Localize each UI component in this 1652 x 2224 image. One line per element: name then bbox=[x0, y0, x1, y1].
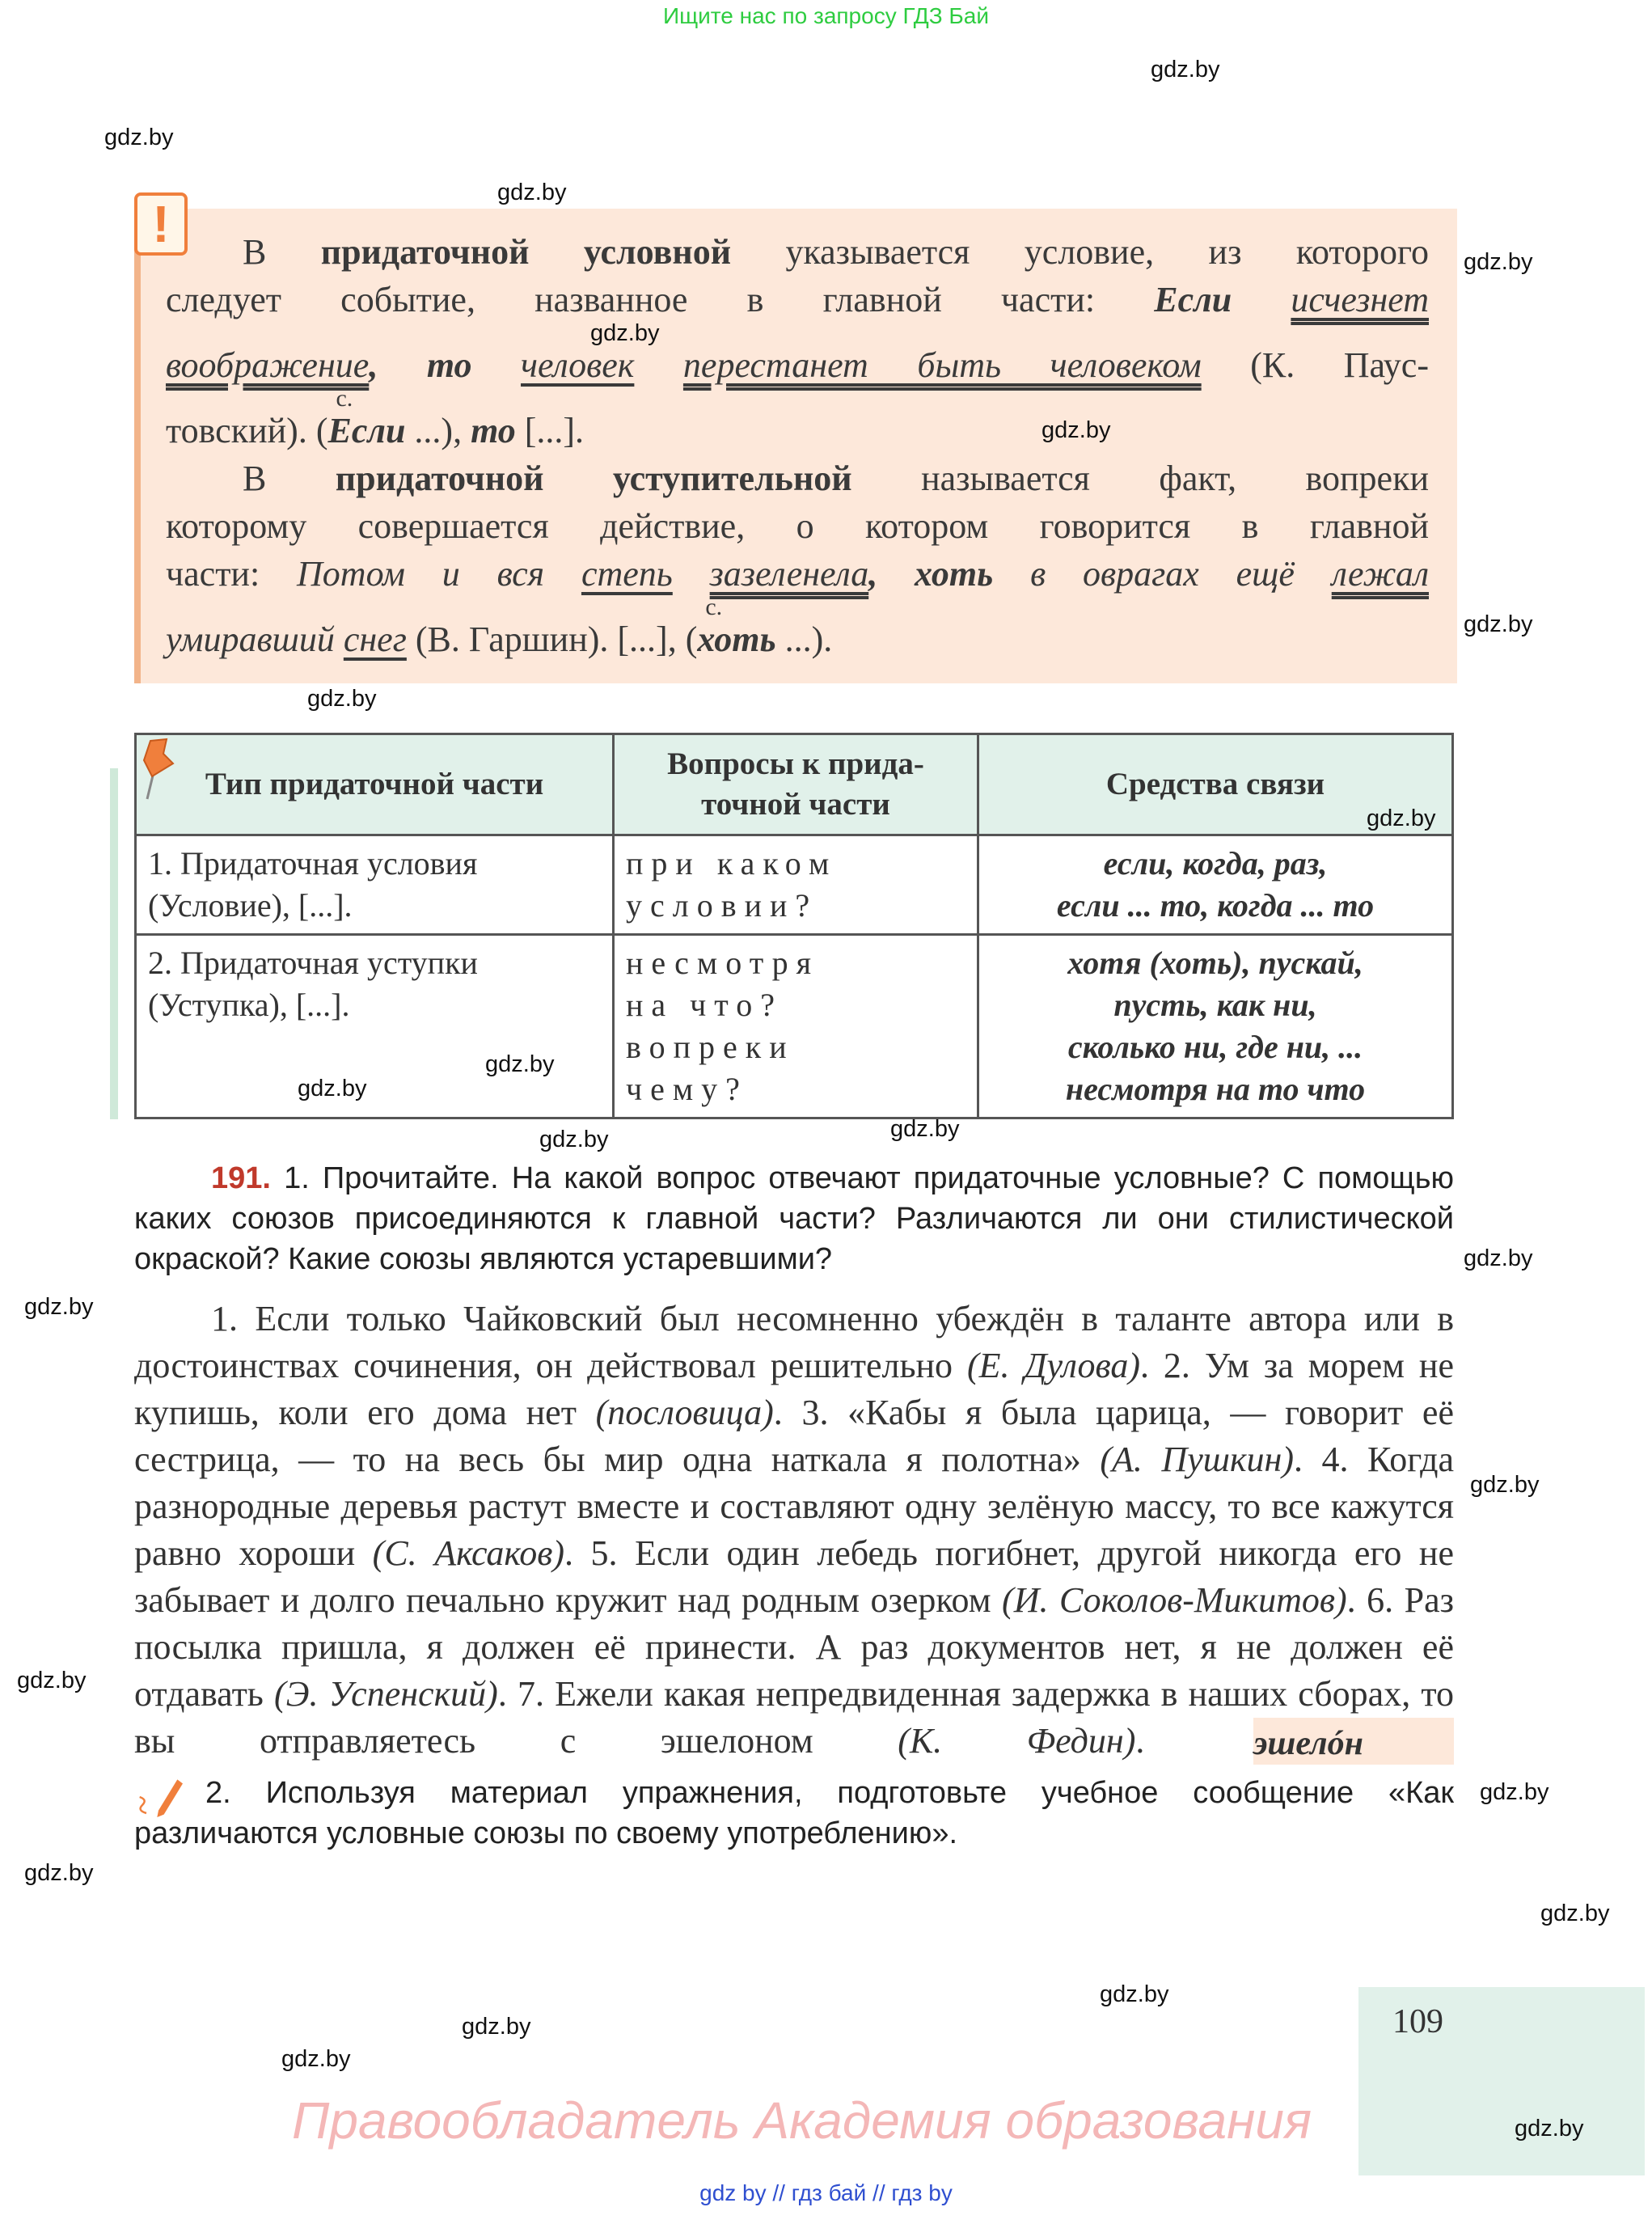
watermark: gdz.by bbox=[890, 1116, 960, 1142]
exercise-instructions: 191. 1. Прочитайте. На какой вопрос отвечают придаточные условные? С помощью каких союзов присоединяются к главной части? Различаются ли они стилистической окраской? Какие союзы являются устаревшими? bbox=[134, 1161, 1454, 1276]
rule-line: товский). (с. Если ...), то [...]. bbox=[166, 389, 1429, 455]
table-row bbox=[136, 835, 1453, 935]
watermark: gdz.by bbox=[104, 125, 174, 150]
watermark: gdz.by bbox=[485, 1051, 555, 1077]
exercise-number: 191. bbox=[211, 1161, 271, 1195]
watermark: gdz.by bbox=[298, 1076, 367, 1101]
watermark: gdz.by bbox=[1464, 1245, 1533, 1271]
rule-text bbox=[166, 228, 1429, 663]
watermark: gdz.by bbox=[1464, 611, 1533, 637]
watermark: gdz.by bbox=[1515, 2116, 1584, 2142]
watermark: gdz.by bbox=[1480, 1779, 1549, 1805]
watermark: gdz.by bbox=[24, 1860, 94, 1886]
table-header: Тип придаточной части bbox=[136, 734, 614, 835]
vocabulary-word: эшелóн bbox=[1253, 1718, 1454, 1765]
table-cell: 2. Придаточная уступки (Уступка), [...]. bbox=[136, 935, 614, 1118]
rule-line: умиравший снег (В. Гаршин). [...], (с. хоть ...). bbox=[166, 598, 1429, 663]
watermark: gdz.by bbox=[590, 320, 660, 346]
task-2: 2. Используя материал упражнения, подготовьте учебное сообщение «Как различаются условные союзы по своему употреблению». bbox=[134, 1773, 1454, 1854]
watermark: gdz.by bbox=[307, 686, 377, 712]
watermark: gdz.by bbox=[497, 180, 567, 205]
table-header-row bbox=[136, 734, 1453, 835]
rule-line: воображение, то человек перестанет быть человеком (К. Паус- bbox=[166, 345, 1429, 385]
exclamation-icon: ! bbox=[134, 192, 188, 256]
rule-line: части: Потом и вся степь зазеленела, хоть в оврагах ещё лежал bbox=[166, 554, 1429, 594]
watermark: gdz.by bbox=[1540, 1901, 1610, 1926]
table-cell: 1. Придаточная условия (Условие), [...]. bbox=[136, 835, 614, 935]
watermark: gdz.by bbox=[281, 2046, 351, 2072]
table-cell: несмотря на что? вопреки чему? bbox=[614, 935, 978, 1118]
pushpin-icon bbox=[136, 736, 184, 801]
table-cell: при каком условии? bbox=[614, 835, 978, 935]
table-cell: хотя (хоть), пускай, пусть, как ни, сколько ни, где ни, ... несмотря на то что bbox=[978, 935, 1453, 1118]
watermark: gdz.by bbox=[462, 2014, 531, 2040]
watermark: gdz.by bbox=[1470, 1472, 1540, 1498]
side-strip bbox=[110, 768, 118, 1119]
exercise-text: 1. Если только Чайковский был несомненно убеждён в таланте автора или в достоинствах сочинения, он действовал решительно (Е. Дулова). 2. Ум за морем не купишь, коли его дома нет (пословица). 3. «Кабы я была царица, — говорит её сестрица, — то на весь бы мир одна наткала я полотна» (А. Пушкин). 4. Когда разнородные деревья растут вместе и составляют одну зелёную массу, то все кажутся равно хороши (С. Аксаков). 5. Если один лебедь погибнет, другой никогда его не забывает и долго печально кружит над родным озерком (И. Соколов-Микитов). 6. Раз посылка пришла, я должен её принести. А раз документов нет, я не должен её отдавать (Э. Успенский). 7. Ежели какая непредвиденная задержка в наших сборах, то вы отправляетесь с эшелоном (К. Федин). эшелóн bbox=[134, 1296, 1454, 1765]
watermark: gdz.by bbox=[24, 1294, 94, 1320]
watermark: gdz.by bbox=[1367, 805, 1436, 831]
rule-line: которому совершается действие, о котором говорится в главной bbox=[166, 506, 1429, 546]
table-cell: если, когда, раз, если ... то, когда ... то bbox=[978, 835, 1453, 935]
rule-line: В придаточной условной указывается условие, из которого bbox=[243, 232, 1429, 272]
search-banner[interactable]: Ищите нас по запросу ГДЗ Бай bbox=[662, 3, 990, 28]
watermark: gdz.by bbox=[1151, 57, 1220, 82]
exercise-block bbox=[134, 1158, 1454, 1854]
footer-links[interactable]: gdz by // гдз бай // гдз by bbox=[699, 2180, 953, 2205]
clause-table bbox=[134, 733, 1454, 1119]
pencil-icon bbox=[134, 1773, 191, 1821]
rule-line: следует событие, названное в главной части: Если исчезнет bbox=[166, 280, 1429, 319]
table-header: Вопросы к прида-точной части bbox=[614, 734, 978, 835]
watermark: gdz.by bbox=[17, 1668, 87, 1693]
watermark: gdz.by bbox=[1464, 249, 1533, 275]
watermark: gdz.by bbox=[1041, 417, 1111, 443]
watermark: gdz.by bbox=[1100, 1981, 1169, 2007]
table-header: Средства связи bbox=[978, 734, 1453, 835]
rule-line: В придаточной уступительной называется факт, вопреки bbox=[243, 459, 1429, 498]
page-number: 109 bbox=[1392, 2003, 1443, 2040]
copyright-watermark: Правообладатель Академия образования bbox=[292, 2091, 1312, 2150]
watermark: gdz.by bbox=[539, 1127, 609, 1152]
